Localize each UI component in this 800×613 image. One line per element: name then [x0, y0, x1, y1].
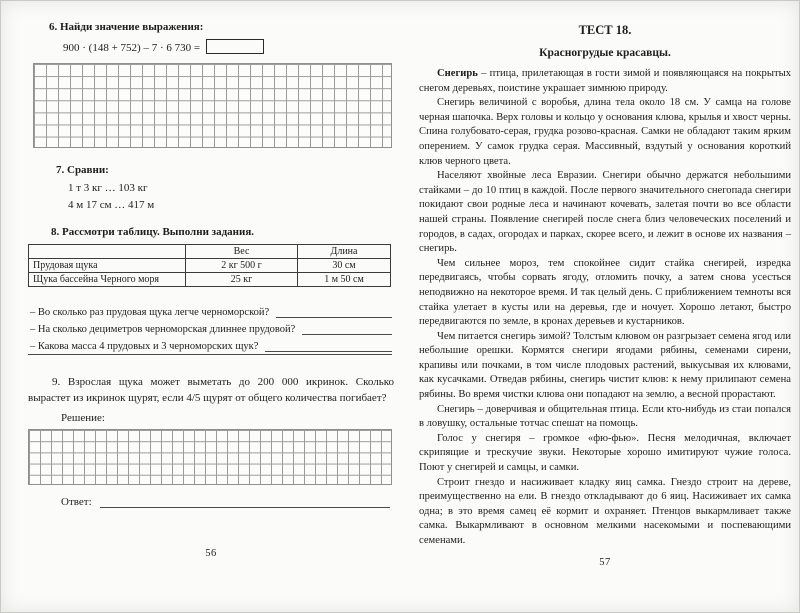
task7-compare-line-1: 1 т 3 кг … 103 кг — [68, 182, 148, 194]
table-cell-weight: 2 кг 500 г — [186, 259, 298, 273]
answer-continuation-line — [28, 354, 392, 355]
work-grid-task6 — [33, 63, 392, 148]
question-row — [30, 318, 392, 335]
task6-heading: 6. Найди значение выражения: — [49, 21, 204, 33]
task8-heading: 8. Рассмотри таблицу. Выполни задания. — [51, 226, 255, 238]
answer-row — [61, 495, 390, 508]
answer-blank-line — [100, 495, 390, 508]
question-text: – Во сколько раз прудовая щука легче черноморской? — [30, 307, 270, 318]
table-cell-length: 1 м 50 см — [298, 273, 391, 287]
question-text: – На сколько дециметров черноморская длиннее прудовой? — [30, 324, 296, 335]
paragraph-intro — [419, 67, 791, 96]
intro-lead-word: Снегирь — [437, 68, 478, 79]
task7-heading: 7. Сравни: — [56, 164, 109, 176]
paragraph: Снегирь – доверчивая и общительная птица. Если кто-нибудь из стаи попался в ловушку, остальные тотчас спешат на помощь. — [419, 403, 791, 430]
page-number-left: 56 — [205, 548, 217, 559]
table-row — [29, 273, 391, 287]
table-header-length: Длина — [298, 245, 391, 259]
task6-expression: 900 · (148 + 752) – 7 · 6 730 = — [63, 42, 201, 54]
answer-blank-line — [302, 323, 392, 335]
task6-answer-box — [206, 39, 264, 54]
table-cell-name: Щука бассейна Черного моря — [29, 273, 186, 287]
solution-label: Решение: — [61, 412, 105, 424]
task6-expression-row — [63, 39, 264, 54]
fish-table — [28, 244, 391, 287]
table-header-row — [29, 245, 391, 259]
paragraph: Строит гнездо и насиживает кладку яиц самка. Гнездо строит на дереве, преимущественно на ели. В гнездо откладывают до 6 яиц. Насиживает их самка одна; в это время самец её кормит и охраняет. Птенцов выкармливает также самка. Выкармливают в основном мелкими насекомыми и поспевающими семенами. — [419, 476, 791, 546]
answer-label: Ответ: — [61, 496, 92, 508]
work-grid-task9 — [28, 429, 392, 485]
answer-blank-line — [265, 340, 392, 352]
left-page — [26, 15, 396, 600]
question-row — [30, 335, 392, 352]
test-subtitle: Красногрудые красавцы. — [539, 47, 671, 59]
question-row — [30, 301, 392, 318]
task7-compare-line-2: 4 м 17 см … 417 м — [68, 199, 155, 211]
table-row — [29, 259, 391, 273]
page-number-right: 57 — [599, 557, 611, 568]
table-cell-name: Прудовая щука — [29, 259, 186, 273]
answer-blank-line — [276, 306, 392, 318]
paragraph: Чем питается снегирь зимой? Толстым клювом он разгрызает семена ягод или небольшие орешки. Кормятся снегири ягодами рябины, семенами сирени, крапивы или почками, в том числе плодовых растений, выкусывая их клювами, как кусачками. Отведав рябины, снегирь чистит клюв: к нему прилипают семена рябины. Во время чистки клюва они попадают на землю, а весной прорастают. — [419, 330, 791, 401]
intro-rest: – птица, прилетающая в гости зимой и появляющаяся на покрытых снегом деревьях, поистине украшает зимнюю природу. — [419, 68, 791, 94]
table-header-empty — [29, 245, 186, 259]
table-header-weight: Вес — [186, 245, 298, 259]
reading-passage — [419, 67, 791, 549]
task9-text: 9. Взрослая щука может выметать до 200 000 икринок. Сколько вырастет из икринок щурят, если 4/5 щурят от общего количества погибает? — [28, 376, 394, 404]
table-cell-weight: 25 кг — [186, 273, 298, 287]
paragraph: Голос у снегиря – громкое «фю-фью». Песня мелодичная, включает скрипящие и трескучие звуки. Некоторые хорошо имитируют чужие голоса. Поют у снегирей и самцы, и самки. — [419, 432, 791, 474]
right-page — [419, 15, 791, 600]
paragraph: Чем сильнее мороз, тем спокойнее сидит стайка снегирей, изредка передвигаясь, чтобы сорвать ягоду, отломить почку, а затем снова усесться неподвижно на некоторое время. И так целый день. С приближением темноты вся стайка улетает в кусты или на деревья, где и ночует. Хорошо летают, быстро передвигаются по земле, в кронах деревьев и кустарников. — [419, 257, 791, 328]
paragraph: Населяют хвойные леса Евразии. Снегири обычно держатся небольшими стайками – до 10 птиц в каждой. После первого значительного снегопада снегири покидают свои родные леса и начинают кочевать, залетая почти во все области нашей страны. Появление снегирей после снега близ человеческих поселений и городов, в садах, огородах и парках, скорее всего, и лежит в основе их названия – снегирь. — [419, 170, 791, 255]
test-title: ТЕСТ 18. — [578, 23, 632, 37]
task8-questions — [30, 301, 392, 352]
table-cell-length: 30 см — [298, 259, 391, 273]
question-text: – Какова масса 4 прудовых и 3 черноморских щук? — [30, 341, 259, 352]
paragraph: Снегирь величиной с воробья, длина тела около 18 см. У самца на голове черная шапочка. Верх головы и кольцо у основания клюва, крылья и хвост черны. Спина голубовато-серая, грудка розово-красная. Самки не обладают таким ярким оперением. У самок грудка серая. Массивный, вздутый у основания короткий клюв черного цвета. — [419, 97, 791, 167]
